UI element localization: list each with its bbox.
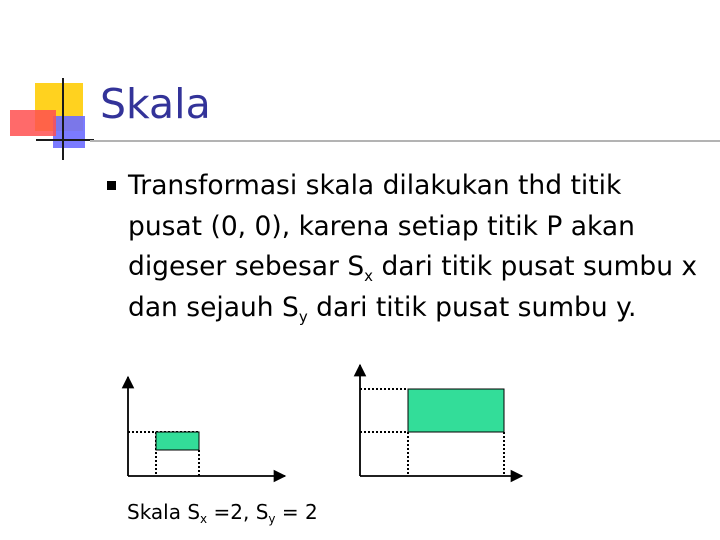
body-text-part-3: dari titik pusat sumbu y. <box>307 291 637 323</box>
diagram-caption <box>127 499 318 525</box>
caption-prefix: Skala S <box>127 500 201 524</box>
logo-blue-square <box>53 116 85 148</box>
original-diagram <box>128 377 285 476</box>
caption-suffix: = 2 <box>275 500 318 524</box>
scaling-diagrams <box>0 360 720 540</box>
caption-middle: =2, S <box>207 500 269 524</box>
body-text-part-1: Transformasi skala dilakukan thd titik pusat (0, 0), karena setiap titik P akan digeser sebesar S <box>128 170 635 282</box>
scaled-rectangle <box>408 389 504 432</box>
bullet-marker <box>107 181 116 190</box>
original-rectangle <box>156 432 199 450</box>
body-text-part-2: dari titik pusat sumbu x dan sejauh S <box>128 251 698 323</box>
body-paragraph <box>128 166 698 328</box>
caption-sx-subscript: x <box>200 512 208 526</box>
caption-sy-subscript: y <box>268 512 276 526</box>
body-sx-subscript: x <box>364 267 374 285</box>
title-underline <box>90 140 720 142</box>
scaled-diagram <box>360 365 522 476</box>
slide-title: Skala <box>100 80 211 128</box>
body-sy-subscript: y <box>298 307 308 326</box>
logo-red-square <box>10 110 56 136</box>
